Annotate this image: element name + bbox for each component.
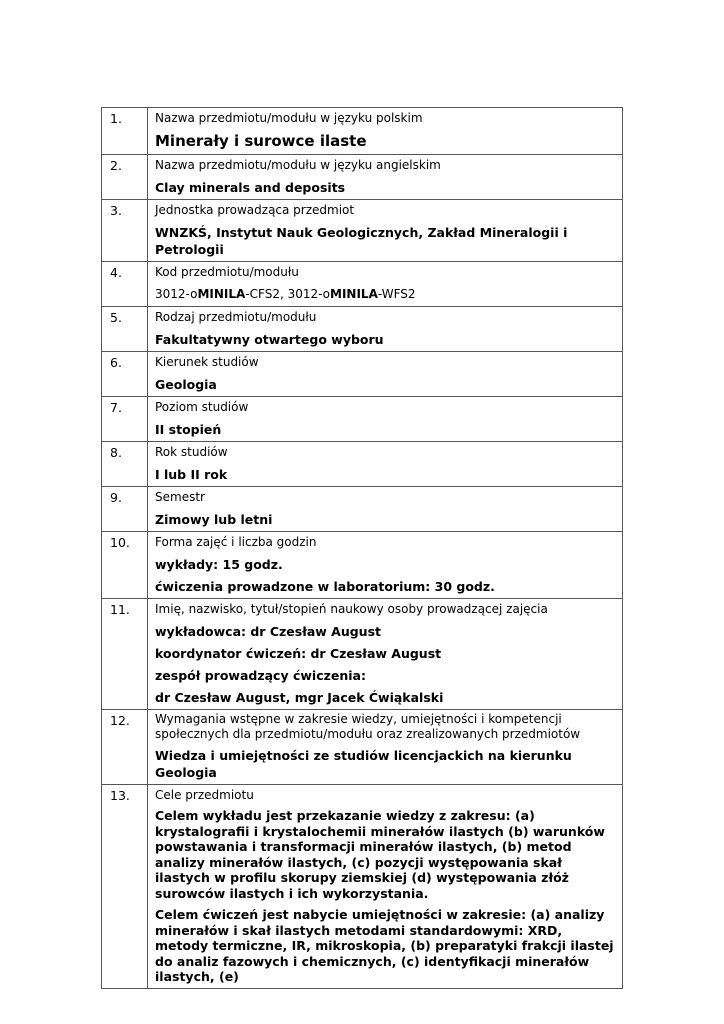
row-number: 7. [102, 397, 148, 442]
table-row [102, 352, 623, 397]
row-content [148, 200, 623, 262]
row-number: 4. [102, 262, 148, 307]
table-row [102, 442, 623, 487]
row-number: 2. [102, 155, 148, 200]
field-value: wykłady: 15 godz. [155, 557, 283, 572]
code-part-bold: MINILA [330, 287, 378, 301]
row-content [148, 352, 623, 397]
field-label: Kod przedmiotu/modułu [155, 265, 299, 279]
row-content [148, 710, 623, 785]
field-value: Wiedza i umiejętności ze studiów licencjackich na kierunku Geologia [155, 748, 572, 780]
field-value: I lub II rok [155, 467, 228, 482]
field-value: koordynator ćwiczeń: dr Czesław August [155, 646, 442, 661]
field-label: Kierunek studiów [155, 355, 259, 369]
table-row [102, 155, 623, 200]
field-label: Cele przedmiotu [155, 788, 254, 802]
table-row [102, 262, 623, 307]
row-content [148, 785, 623, 989]
course-code [155, 286, 615, 303]
field-label: Wymagania wstępne w zakresie wiedzy, umiejętności i kompetencji społecznych dla przedmiotu/modułu oraz zrealizowanych przedmiotów [155, 712, 581, 741]
field-label: Imię, nazwisko, tytuł/stopień naukowy osoby prowadzącej zajęcia [155, 602, 548, 616]
row-content [148, 442, 623, 487]
field-label: Jednostka prowadząca przedmiot [155, 203, 355, 217]
field-label: Semestr [155, 490, 205, 504]
row-number: 5. [102, 307, 148, 352]
table-row [102, 108, 623, 155]
row-content [148, 262, 623, 307]
field-value: Geologia [155, 377, 217, 392]
objective-paragraph: Celem ćwiczeń jest nabycie umiejętności w zakresie: (a) analizy minerałów i skał ilastych metodami standardowymi: XRD, metody termiczne, IR, mikroskopia, (b) preparatyki frakcji ilastej do analiz fazowych i chemicznych, (c) identyfikacji minerałów ilastych, (e) [155, 907, 614, 984]
field-value: Clay minerals and deposits [155, 180, 346, 195]
course-syllabus-table [101, 107, 623, 989]
row-number: 1. [102, 108, 148, 155]
table-row [102, 710, 623, 785]
field-label: Poziom studiów [155, 400, 249, 414]
field-label: Forma zajęć i liczba godzin [155, 535, 317, 549]
code-part: 3012-o [155, 287, 198, 301]
field-label: Rodzaj przedmiotu/modułu [155, 310, 317, 324]
field-label: Rok studiów [155, 445, 228, 459]
field-value: zespół prowadzący ćwiczenia: [155, 668, 366, 683]
row-number: 6. [102, 352, 148, 397]
table-row [102, 307, 623, 352]
code-part-bold: MINILA [197, 287, 246, 301]
field-value: ćwiczenia prowadzone w laboratorium: 30 godz. [155, 579, 495, 594]
row-content [148, 532, 623, 599]
row-content [148, 599, 623, 710]
field-value: WNZKŚ, Instytut Nauk Geologicznych, Zakład Mineralogii i Petrologii [155, 225, 568, 257]
field-label: Nazwa przedmiotu/modułu w języku angielskim [155, 158, 441, 172]
code-part: -WFS2 [377, 287, 416, 301]
field-value: Fakultatywny otwartego wyboru [155, 332, 384, 347]
field-value: wykładowca: dr Czesław August [155, 624, 382, 639]
row-number: 13. [102, 785, 148, 989]
row-content [148, 108, 623, 155]
row-content [148, 307, 623, 352]
row-number: 11. [102, 599, 148, 710]
row-number: 10. [102, 532, 148, 599]
code-part: -CFS2, 3012-o [245, 287, 331, 301]
field-value: Minerały i surowce ilaste [155, 132, 367, 150]
row-content [148, 487, 623, 532]
row-number: 8. [102, 442, 148, 487]
field-value: II stopień [155, 422, 222, 437]
table-row [102, 599, 623, 710]
table-row [102, 397, 623, 442]
table-row [102, 487, 623, 532]
table-row [102, 532, 623, 599]
table-row [102, 200, 623, 262]
row-number: 9. [102, 487, 148, 532]
objective-paragraph: Celem wykładu jest przekazanie wiedzy z zakresu: (a) krystalografii i krystalochemii minerałów ilastych (b) warunków powstawania i transformacji minerałów ilastych, (b) metod analizy minerałów ilastych, (c) pozycji występowania skał ilastych w profilu skorupy ziemskiej (d) występowania złóż surowców ilastych i ich wykorzystania. [155, 808, 605, 901]
row-content [148, 155, 623, 200]
row-number: 12. [102, 710, 148, 785]
field-value: dr Czesław August, mgr Jacek Ćwiąkalski [155, 690, 444, 705]
table-row [102, 785, 623, 989]
row-number: 3. [102, 200, 148, 262]
row-content [148, 397, 623, 442]
field-value: Zimowy lub letni [155, 512, 273, 527]
field-label: Nazwa przedmiotu/modułu w języku polskim [155, 111, 423, 125]
